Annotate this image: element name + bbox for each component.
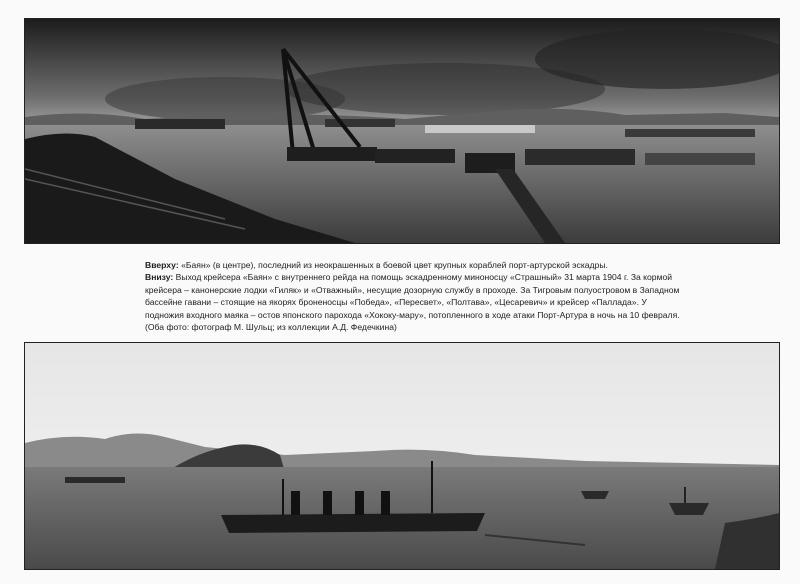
caption-top [145, 259, 685, 271]
caption-top-label: Вверху: [145, 260, 179, 270]
caption-bottom-text: Выход крейсера «Баян» с внутреннего рейда на помощь эскадренному миноносцу «Страшный» 31 марта 1904 г. За кормой крейсера – канонерские лодки «Гиляк» и «Отважный», несущие дозорную службу в проходе. За Тигровым полуостровом в Западном бассейне гавани – стоящие на якорях броненосцы «Победа», «Пересвет», «Полтава», «Цесаревич» и крейсер «Паллада». У подножия входного маяка – остов японского парохода «Хококу-мару», потопленного в ходе атаки Порт-Артура в ночь на 10 февраля. [145, 272, 680, 320]
caption-top-text: «Баян» (в центре), последний из неокрашенных в боевой цвет крупных кораблей порт-артурской эскадры. [181, 260, 608, 270]
photo-caption [145, 259, 685, 333]
bottom-photograph [24, 342, 780, 570]
caption-credit: (Оба фото: фотограф М. Шульц; из коллекции А.Д. Федечкина) [145, 322, 397, 333]
caption-bottom-label: Внизу: [145, 272, 174, 283]
caption-bottom [145, 271, 685, 321]
top-photograph [24, 18, 780, 244]
